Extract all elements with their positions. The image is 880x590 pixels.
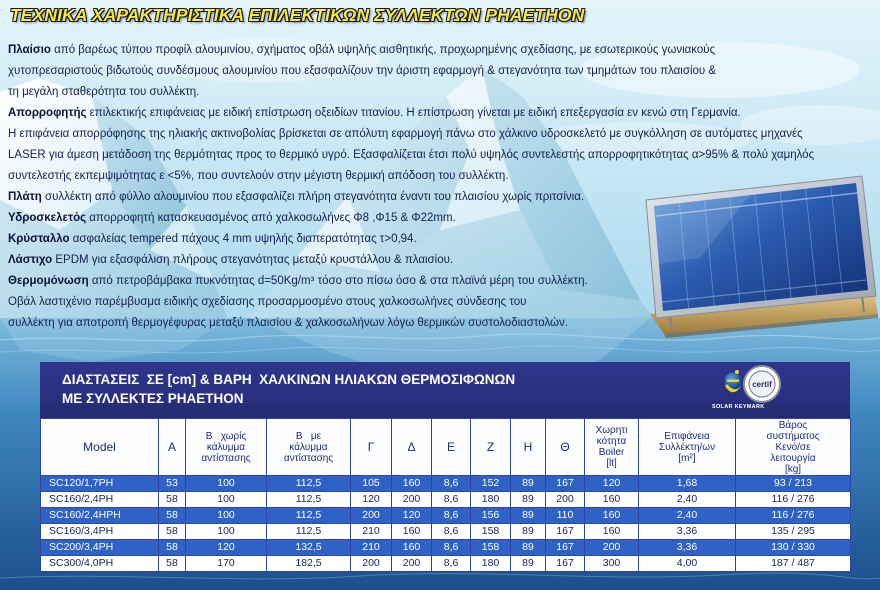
cell-system-weight: 135 / 295 (736, 524, 851, 540)
col-header-label: Model (83, 439, 116, 454)
col-header-label: συστήματος (766, 430, 820, 442)
col-header-label: [m²] (678, 452, 696, 464)
col-header-label: κάλυμμα (206, 441, 246, 453)
certif-logo-text: certif (752, 380, 772, 389)
description-text: Οβάλ λαστιχένιο παρέμβυσμα ειδικής σχεδίασης προσαρμοσμένο στους χαλκοσωλήνες σύνδεσης του (8, 296, 527, 308)
cell-b-with-cover: 112,5 (267, 476, 351, 492)
description-line (8, 103, 814, 124)
description-text: συλλέκτη για αποτροπή θερμογέφυρας μεταξύ πλαισίου & χαλκοσωλήνων λόγω θερμικών συστολοδιαστολών. (8, 317, 568, 329)
description-text: χυτοπρεσαριστούς βιδωτούς συνδέσμους αλουμινίου που εξασφαλίζουν την άριστη εφαρμογή & στεγανότητα των τμημάτων του πλαισίου & (8, 65, 717, 77)
description-term: Απορροφητής (8, 107, 87, 119)
col-header-label: Η (523, 439, 533, 454)
col-header-system-weight (736, 419, 851, 476)
cell-theta: 167 (546, 524, 585, 540)
certif-logo (742, 364, 782, 404)
cell-gamma: 200 (351, 508, 392, 524)
description-text: απορροφητή κατασκευασμένος από χαλκοσωλήνες Φ8 ,Φ15 & Φ22mm. (86, 212, 456, 224)
col-header-label: Ζ (486, 439, 495, 454)
col-header-label: κότητα (596, 436, 627, 447)
col-header-label: Βάρος (778, 419, 808, 431)
cell-gamma: 105 (351, 476, 392, 492)
cell-system-weight: 116 / 276 (736, 492, 851, 508)
cell-theta: 110 (546, 508, 585, 524)
cell-boiler-capacity: 160 (585, 524, 639, 540)
cell-system-weight: 187 / 487 (736, 556, 851, 572)
cell-theta: 167 (546, 476, 585, 492)
description-line (8, 145, 814, 166)
page-title: ΤΕΧΝΙΚΑ ΧΑΡΑΚΤΗΡΙΣΤΙΚΑ ΕΠΙΛΕΚΤΙΚΩΝ ΣΥΛΛΕΚΤΩΝ PHAETHON (10, 5, 585, 25)
description-line (8, 40, 814, 61)
specifications-table (40, 418, 851, 572)
description-line (8, 208, 814, 229)
table-title-line-1: ΔΙΑΣΤΑΣΕΙΣ ΣΕ [cm] & ΒΑΡΗ ΧΑΛΚΙΝΩΝ ΗΛΙΑΚΩΝ ΘΕΡΜΟΣΙΦΩΝΩΝ (62, 372, 516, 387)
col-header-label: Β χωρίς (205, 430, 247, 442)
description-term: Πλάτη (8, 191, 42, 203)
cell-zeta: 180 (471, 556, 511, 572)
cell-system-weight: 93 / 213 (736, 476, 851, 492)
col-header-a (159, 419, 186, 476)
description-text: LASER για άμεση μετάδοση της θερμότητας προς το θερμικό υγρό. Εξασφαλίζεται έτσι πολύ υψηλός συντελεστής απορροφητικότητας α>95% & πολύ χαμηλός (8, 149, 815, 161)
cell-collector-area: 4,00 (639, 556, 736, 572)
cell-gamma: 200 (351, 556, 392, 572)
col-header-label: Α (167, 439, 176, 454)
col-header-label: κάλυμμα (289, 441, 328, 453)
cell-eta: 89 (511, 524, 546, 540)
col-header-gamma (351, 419, 392, 476)
solar-keymark-logo (722, 366, 744, 400)
description-line (8, 124, 814, 145)
col-header-label: Boiler (598, 447, 625, 458)
cell-a: 58 (159, 492, 186, 508)
description-line (8, 82, 814, 103)
description-term: Πλαίσιο (8, 44, 51, 56)
feature-description (8, 40, 814, 334)
col-header-label: [lt] (606, 458, 617, 469)
description-text: επιλεκτικής επιφάνειας με ειδική επίστρωση οξειδίων τιτανίου. Η επίστρωση γίνεται με ειδική επεξεργασία εν κενώ στη Γερμανία. (86, 107, 741, 119)
cell-a: 58 (159, 524, 186, 540)
table-row (41, 492, 851, 508)
cell-epsilon: 8,6 (432, 508, 471, 524)
cell-b-without-cover: 170 (186, 556, 267, 572)
col-header-b-without-cover (186, 419, 267, 476)
cell-b-with-cover: 182,5 (267, 556, 351, 572)
cell-b-without-cover: 120 (186, 540, 267, 556)
cell-model: SC200/3,4PH (41, 540, 159, 556)
table-row (41, 508, 851, 524)
cell-theta: 200 (546, 492, 585, 508)
table-header-row (41, 419, 851, 476)
col-header-label: Ε (446, 439, 455, 454)
cell-a: 58 (159, 508, 186, 524)
cell-collector-area: 2,40 (639, 492, 736, 508)
cell-model: SC160/2,4PH (41, 492, 159, 508)
col-header-b-with-cover (267, 419, 351, 476)
cell-boiler-capacity: 160 (585, 492, 639, 508)
cell-b-without-cover: 100 (186, 524, 267, 540)
col-header-model (41, 419, 159, 476)
cell-delta: 120 (392, 508, 432, 524)
table-row (41, 540, 851, 556)
cell-eta: 89 (511, 556, 546, 572)
cell-delta: 160 (392, 524, 432, 540)
table-row (41, 556, 851, 572)
description-text: συντελεστής εκπεμψιμότητας ε <5%, που συντελούν στην μέγιστη θερμική απόδοση του συλλέκτη. (8, 170, 509, 182)
cell-gamma: 210 (351, 524, 392, 540)
description-term: Υδροσκελετός (8, 212, 87, 224)
description-text: από βαρέως τύπου προφίλ αλουμινίου, σχήματος οβάλ υψηλής αισθητικής, προχωρημένης σχεδίασης, με εσωτερικούς γωνιακούς (50, 44, 716, 56)
description-line (8, 313, 814, 334)
col-header-eta (511, 419, 546, 476)
cell-delta: 200 (392, 492, 432, 508)
cell-eta: 89 (511, 492, 546, 508)
cell-system-weight: 130 / 330 (736, 540, 851, 556)
description-line (8, 292, 814, 313)
cell-zeta: 156 (471, 508, 511, 524)
table-title-band (40, 362, 850, 418)
cell-epsilon: 8,6 (432, 492, 471, 508)
cell-collector-area: 3,36 (639, 524, 736, 540)
col-header-epsilon (432, 419, 471, 476)
description-line (8, 250, 814, 271)
cell-model: SC160/3,4PH (41, 524, 159, 540)
cell-zeta: 158 (471, 524, 511, 540)
cell-zeta: 152 (471, 476, 511, 492)
col-header-label: λειτουργία (770, 452, 816, 464)
cell-epsilon: 8,6 (432, 524, 471, 540)
col-header-label: αντίστασης (283, 452, 334, 464)
col-header-label: αντίστασης (201, 452, 251, 464)
specifications-table-panel (40, 362, 850, 572)
col-header-label: [kg] (784, 463, 802, 475)
description-text: συλλέκτη από φύλλο αλουμινίου που εξασφαλίζει πλήρη στεγανότητα έναντι του πλαισίου χωρίς πριτσίνια. (41, 191, 585, 203)
cell-b-without-cover: 100 (186, 476, 267, 492)
table-row (41, 524, 851, 540)
description-text: ασφαλείας tempered πάχους 4 mm υψηλής διαπερατότητας τ>0,94. (69, 233, 417, 245)
description-line (8, 166, 814, 187)
cell-boiler-capacity: 200 (585, 540, 639, 556)
col-header-label: Β με (295, 430, 322, 442)
col-header-label: Επιφάνεια (664, 430, 710, 442)
cell-collector-area: 2,40 (639, 508, 736, 524)
description-line (8, 271, 814, 292)
cell-b-without-cover: 100 (186, 492, 267, 508)
col-header-collector-area (639, 419, 736, 476)
cell-a: 58 (159, 556, 186, 572)
cell-model: SC120/1,7PH (41, 476, 159, 492)
description-text: τη μεγάλη σταθερότητα του συλλέκτη. (8, 86, 200, 98)
col-header-zeta (471, 419, 511, 476)
cell-b-with-cover: 112,5 (267, 508, 351, 524)
cell-epsilon: 8,6 (432, 476, 471, 492)
cell-gamma: 120 (351, 492, 392, 508)
table-body (41, 476, 851, 572)
cell-boiler-capacity: 160 (585, 508, 639, 524)
cell-collector-area: 3,36 (639, 540, 736, 556)
cell-b-with-cover: 112,5 (267, 524, 351, 540)
cell-gamma: 210 (351, 540, 392, 556)
cell-boiler-capacity: 120 (585, 476, 639, 492)
description-term: Κρύσταλλο (8, 233, 70, 245)
description-text: από πετροβάμβακα πυκνότητας d=50Kg/m³ τόσο στο πίσω όσο & στα πλαϊνά μέρη του συλλέκτη. (88, 275, 588, 287)
cell-boiler-capacity: 300 (585, 556, 639, 572)
table-row (41, 476, 851, 492)
cell-eta: 89 (511, 508, 546, 524)
cell-delta: 160 (392, 540, 432, 556)
cell-eta: 89 (511, 540, 546, 556)
table-title-line-2: ΜΕ ΣΥΛΛΕΚΤΕΣ PHAETHON (62, 391, 244, 406)
cell-a: 53 (159, 476, 186, 492)
cell-zeta: 180 (471, 492, 511, 508)
cell-eta: 89 (511, 476, 546, 492)
description-line (8, 229, 814, 250)
col-header-boiler-capacity (585, 419, 639, 476)
cell-b-with-cover: 132,5 (267, 540, 351, 556)
cell-epsilon: 8,6 (432, 540, 471, 556)
cell-model: SC300/4,0PH (41, 556, 159, 572)
cell-b-without-cover: 100 (186, 508, 267, 524)
description-term: Θερμομόνωση (8, 275, 89, 287)
description-text: EPDM για εξασφάλιση πλήρους στεγανότητας μεταξύ κρυστάλλου & πλαισίου. (52, 254, 454, 266)
col-header-label: Γ (367, 439, 375, 454)
cell-theta: 167 (546, 540, 585, 556)
description-text: Η επιφάνεια απορρόφησης της ηλιακής ακτινοβολίας βρίσκεται σε απόλυτη εφαρμογή πάνω στο χάλκινο υδροσκελετό με συγκόλληση σε αυτόματες μηχανές (8, 128, 803, 140)
cell-b-with-cover: 112,5 (267, 492, 351, 508)
cell-model: SC160/2,4HPH (41, 508, 159, 524)
cell-zeta: 158 (471, 540, 511, 556)
description-term: Λάστιχο (8, 254, 53, 266)
cell-epsilon: 8,6 (432, 556, 471, 572)
col-header-label: Κενό/σε (775, 441, 811, 453)
cell-collector-area: 1,68 (639, 476, 736, 492)
cell-delta: 200 (392, 556, 432, 572)
col-header-label: Θ (560, 439, 570, 454)
col-header-label: Χωρητι (595, 425, 628, 436)
cell-theta: 167 (546, 556, 585, 572)
col-header-theta (546, 419, 585, 476)
col-header-label: Συλλέκτη/ων (658, 441, 716, 453)
description-line (8, 61, 814, 82)
table-header (41, 419, 851, 476)
description-line (8, 187, 814, 208)
col-header-label: Δ (407, 439, 416, 454)
cell-a: 58 (159, 540, 186, 556)
cell-system-weight: 116 / 276 (736, 508, 851, 524)
cell-delta: 160 (392, 476, 432, 492)
col-header-delta (392, 419, 432, 476)
solar-keymark-label: SOLAR KEYMARK (712, 404, 765, 410)
